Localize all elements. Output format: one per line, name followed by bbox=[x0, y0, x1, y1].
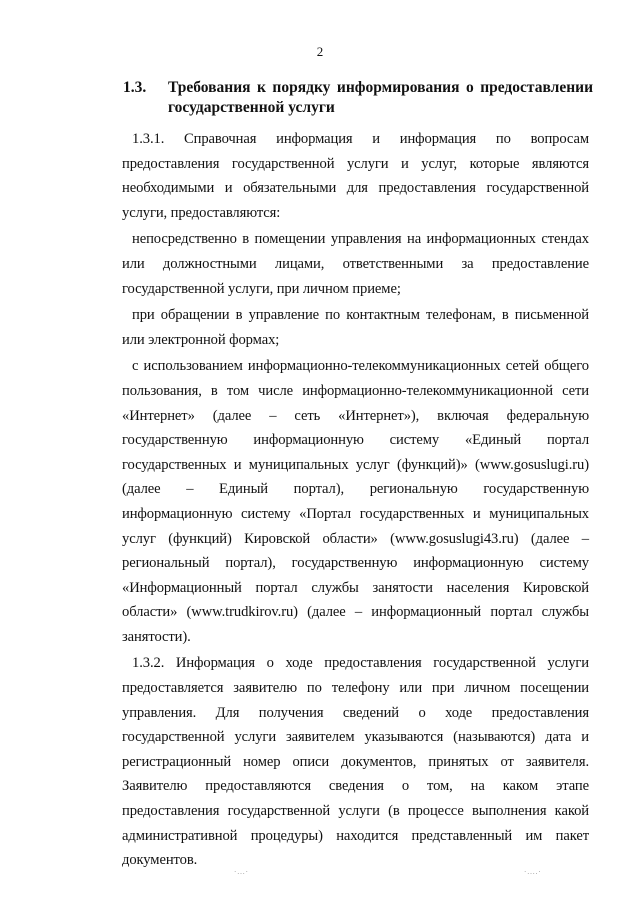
scan-mark-left: ·...· bbox=[234, 868, 249, 876]
section-number: 1.3. bbox=[123, 79, 147, 96]
paragraph-internet: с использованием информационно-телекоммуникационных сетей общего пользования, в том числе информационно-телекоммуникационной сети «Интернет» (далее – сеть «Интернет»), включая федеральную государственную информационную систему «Единый портал государственных и муниципальных услуг (функций)» (www.gosuslugi.ru) (далее – Единый портал), региональную государственную информационную систему «Портал государственных и муниципальных услуг (функций) Кировской области» (www.gosuslugi43.ru) (далее – региональный портал), государственную информационную систему «Информационный портал службы занятости населения Кировской области» (www.trudkirov.ru) (далее – информационный портал службы занятости). bbox=[122, 358, 589, 645]
paragraph-premises: непосредственно в помещении управления на информационных стендах или должностными лицами, ответственными за предоставление государственной услуги, при личном приеме; bbox=[122, 231, 589, 297]
section-heading bbox=[123, 78, 593, 118]
section-body bbox=[122, 127, 589, 875]
paragraph-1-3-2: 1.3.2. Информация о ходе предоставления государственной услуги предоставляется заявителю по телефону или при личном посещении управления. Для получения сведений о ходе предоставления государственной услуги заявителем указываются (называются) дата и регистрационный номер описи документов, принятых от заявителя. Заявителю предоставляются сведения о том, на каком этапе предоставления государственной услуги (в процессе выполнения какой административной процедуры) находится представленный им пакет документов. bbox=[122, 655, 589, 869]
scan-mark-right: ·....· bbox=[524, 868, 542, 876]
page-number: 2 bbox=[316, 44, 324, 59]
section-title: Требования к порядку информирования о предоставлении государственной услуги bbox=[168, 79, 593, 116]
paragraph-phone: при обращении в управление по контактным телефонам, в письменной или электронной формах; bbox=[122, 307, 589, 348]
paragraph-1-3-1: 1.3.1. Справочная информация и информация по вопросам предоставления государственной услуги и услуг, которые являются необходимыми и обязательными для предоставления государственной услуги, предоставляются: bbox=[122, 131, 589, 221]
